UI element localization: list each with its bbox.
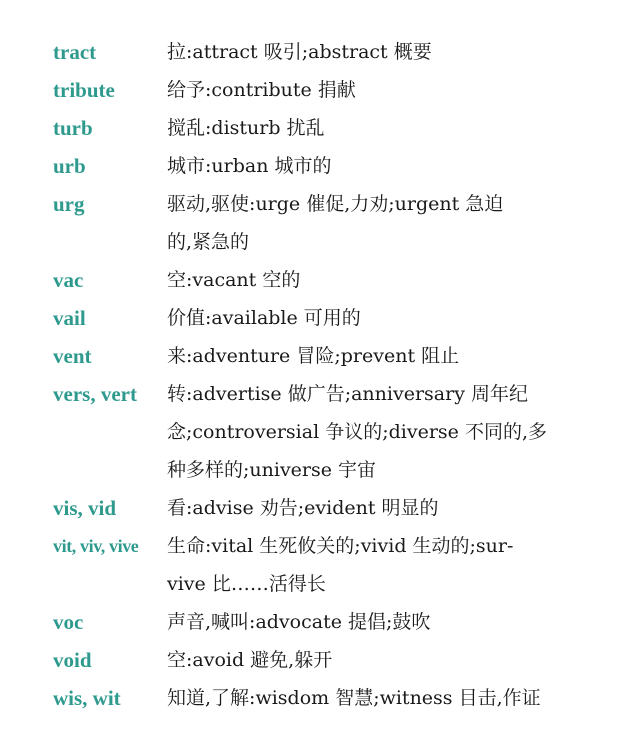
root-term: turb	[53, 116, 93, 140]
definition-line: 生命:vital 生死攸关的;vivid 生动的;sur-	[167, 535, 514, 557]
entry-vent	[0, 337, 640, 375]
root-term: tract	[53, 40, 97, 64]
root-term: vent	[53, 344, 92, 368]
definition-line: 驱动,驱使:urge 催促,力劝;urgent 急迫	[167, 193, 504, 215]
root-term: vis, vid	[53, 496, 117, 520]
definition	[167, 375, 607, 489]
entry-void	[0, 641, 640, 679]
entry-urb	[0, 147, 640, 185]
definition	[167, 185, 607, 261]
definition	[167, 299, 607, 337]
entry-vail	[0, 299, 640, 337]
definition-line: 念;controversial 争议的;diverse 不同的,多	[167, 421, 547, 443]
definition-line: 给予:contribute 捐献	[167, 79, 356, 101]
definition-line: 空:avoid 避免,躲开	[167, 649, 333, 671]
root-term: vers, vert	[53, 382, 137, 406]
definition	[167, 109, 607, 147]
definition-line: 声音,喊叫:advocate 提倡;鼓吹	[167, 611, 431, 633]
entry-wis-wit	[0, 679, 640, 717]
definition	[167, 337, 607, 375]
entry-tribute	[0, 71, 640, 109]
entry-tract	[0, 33, 640, 71]
entry-vers-vert	[0, 375, 640, 489]
definition	[167, 489, 607, 527]
root-term: vit, viv, vive	[53, 536, 139, 556]
definition-line: 拉:attract 吸引;abstract 概要	[167, 41, 432, 63]
entry-vis-vid	[0, 489, 640, 527]
definition-line: 种多样的;universe 宇宙	[167, 459, 377, 481]
definition	[167, 71, 607, 109]
definition-line: 空:vacant 空的	[167, 269, 301, 291]
root-term: wis, wit	[53, 686, 121, 710]
entry-vit-viv-vive	[0, 527, 640, 603]
entry-voc	[0, 603, 640, 641]
root-term: urb	[53, 154, 86, 178]
entry-turb	[0, 109, 640, 147]
definition	[167, 641, 607, 679]
definition-line: vive 比……活得长	[167, 573, 326, 595]
definition	[167, 679, 607, 717]
root-term: voc	[53, 610, 84, 634]
definition-line: 价值:available 可用的	[167, 307, 361, 329]
root-term: vail	[53, 306, 86, 330]
definition	[167, 261, 607, 299]
definition-line: 来:adventure 冒险;prevent 阻止	[167, 345, 460, 367]
root-term: void	[53, 648, 92, 672]
definition-line: 看:advise 劝告;evident 明显的	[167, 497, 439, 519]
entry-urg	[0, 185, 640, 261]
definition-line: 转:advertise 做广告;anniversary 周年纪	[167, 383, 528, 405]
definition	[167, 147, 607, 185]
definition-line: 搅乱:disturb 扰乱	[167, 117, 325, 139]
word-root-list	[0, 33, 640, 717]
root-term: tribute	[53, 78, 115, 102]
entry-vac	[0, 261, 640, 299]
root-term: vac	[53, 268, 84, 292]
definition-line: 知道,了解:wisdom 智慧;witness 目击,作证	[167, 687, 541, 709]
definition	[167, 527, 607, 603]
definition	[167, 33, 607, 71]
definition	[167, 603, 607, 641]
definition-line: 的,紧急的	[167, 231, 250, 253]
root-term: urg	[53, 192, 85, 216]
definition-line: 城市:urban 城市的	[167, 155, 332, 177]
